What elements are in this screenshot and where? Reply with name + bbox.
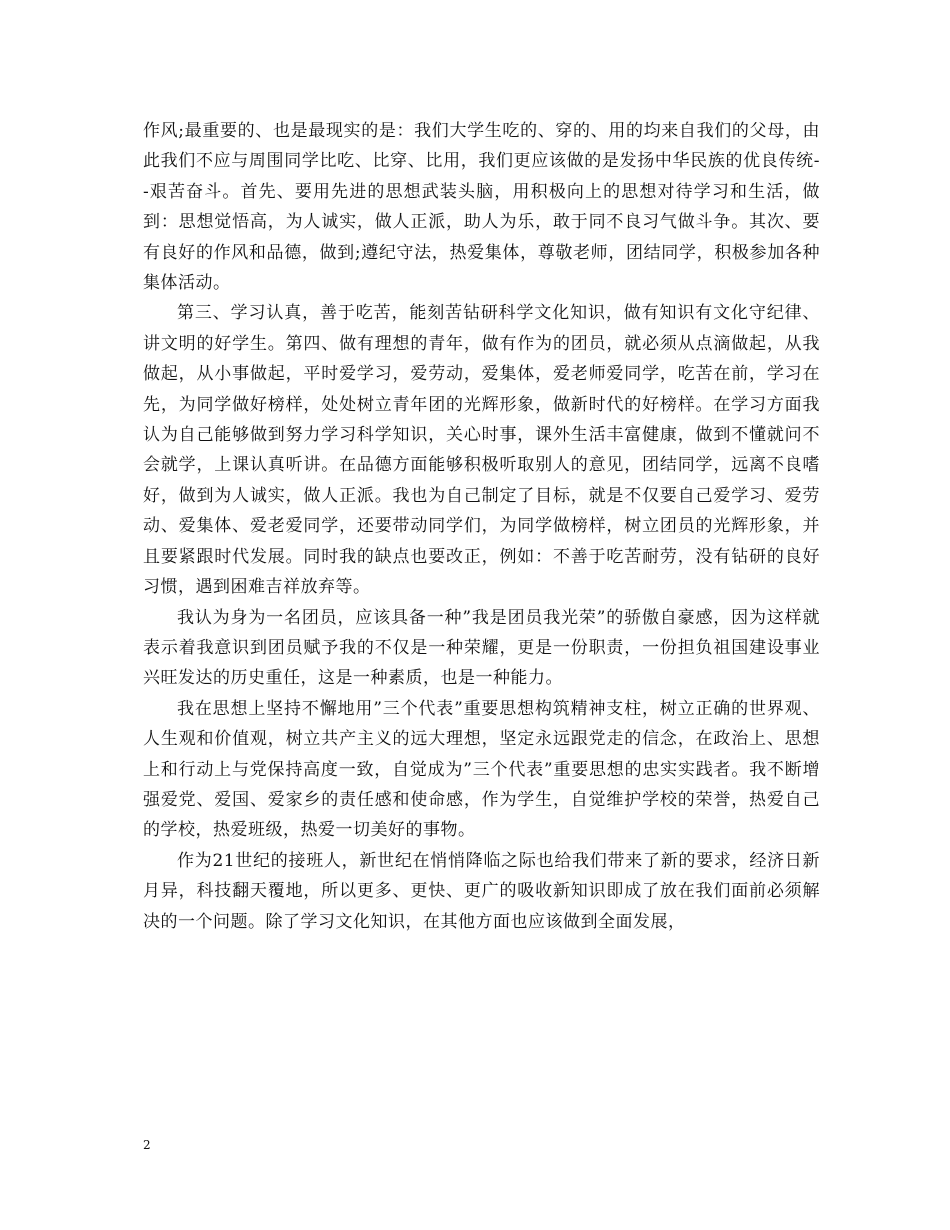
document-body — [143, 116, 820, 937]
paragraph-5: 作为21世纪的接班人，新世纪在悄悄降临之际也给我们带来了新的要求，经济日新月异，科技翻天覆地，所以更多、更快、更广的吸收新知识即成了放在我们面前必须解决的一个问题。除了学习文化知识，在其他方面也应该做到全面发展， — [143, 850, 820, 932]
paragraph-2: 第三、学习认真，善于吃苦，能刻苦钻研科学文化知识，做有知识有文化守纪律、讲文明的好学生。第四、做有理想的青年，做有作为的团员，就必须从点滴做起，从我做起，从小事做起，平时爱学习，爱劳动，爱集体，爱老师爱同学，吃苦在前，学习在先，为同学做好榜样，处处树立青年团的光辉形象，做新时代的好榜样。在学习方面我认为自己能够做到努力学习科学知识，关心时事，课外生活丰富健康，做到不懂就问不会就学，上课认真听讲。在品德方面能够积极听取别人的意见，团结同学，远离不良嗜好，做到为人诚实，做人正派。我也为自己制定了目标，就是不仅要自己爱学习、爱劳动、爱集体、爱老爱同学，还要带动同学们，为同学做榜样，树立团员的光辉形象，并且要紧跟时代发展。同时我的缺点也要改正，例如：不善于吃苦耐劳，没有钻研的良好习惯，遇到困难吉祥放弃等。 — [143, 303, 820, 598]
paragraph-4: 我在思想上坚持不懈地用”三个代表”重要思想构筑精神支柱，树立正确的世界观、人生观和价值观，树立共产主义的远大理想，坚定永远跟党走的信念，在政治上、思想上和行动上与党保持高度一致，自觉成为”三个代表”重要思想的忠实实践者。我不断增强爱党、爱国、爱家乡的责任感和使命感，作为学生，自觉维护学校的荣誉，热爱自己的学校，热爱班级，热爱一切美好的事物。 — [143, 698, 820, 841]
paragraph-1: 作风;最重要的、也是最现实的是：我们大学生吃的、穿的、用的均来自我们的父母，由此我们不应与周围同学比吃、比穿、比用，我们更应该做的是发扬中华民族的优良传统--艰苦奋斗。首先、要用先进的思想武装头脑，用积极向上的思想对待学习和生活，做到：思想觉悟高，为人诚实，做人正派，助人为乐，敢于同不良习气做斗争。其次、要有良好的作风和品德，做到;遵纪守法，热爱集体，尊敬老师，团结同学，积极参加各种集体活动。 — [143, 121, 820, 294]
paragraph-3: 我认为身为一名团员，应该具备一种”我是团员我光荣”的骄傲自豪感，因为这样就表示着我意识到团员赋予我的不仅是一种荣耀，更是一份职责，一份担负祖国建设事业兴旺发达的历史重任，这是一种素质，也是一种能力。 — [143, 607, 820, 689]
page-number: 2 — [143, 1138, 151, 1152]
